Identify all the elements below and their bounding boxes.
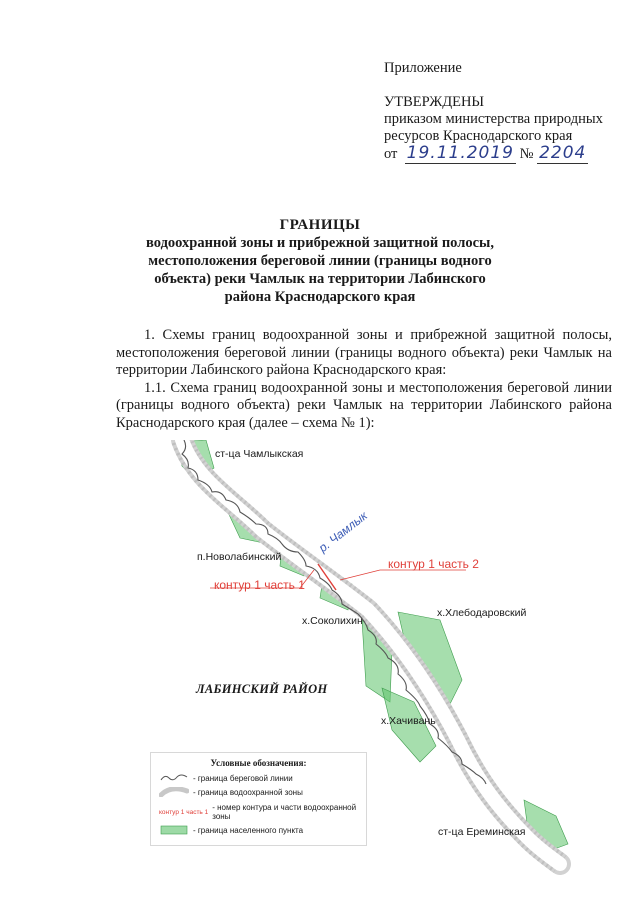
title-heading: ГРАНИЦЫ bbox=[279, 217, 361, 233]
settlement-symbol bbox=[159, 825, 189, 835]
map-legend bbox=[150, 752, 367, 846]
number-label: № bbox=[519, 146, 534, 162]
order-date: 19.11.2019 bbox=[406, 143, 514, 163]
contour-sample-symbol: контур 1 часть 1 bbox=[159, 808, 209, 816]
paragraph-1: 1. Схемы границ водоохранной зоны и прибрежной защитной полосы, местоположения береговой линии (границы водного объекта) реки Чамлык на территории Лабинского района Краснодарского края: bbox=[116, 327, 612, 378]
title-line-2: местоположения береговой линии (границы водного bbox=[148, 253, 492, 269]
water-zone-symbol bbox=[159, 787, 189, 797]
order-date-number bbox=[384, 145, 624, 163]
legend-water-zone: - граница водоохранной зоны bbox=[193, 787, 303, 797]
order-number: 2204 bbox=[539, 143, 587, 163]
legend-contour: - номер контура и части водоохранной зоны bbox=[212, 803, 357, 821]
body-text bbox=[116, 327, 612, 432]
order-line-1: приказом министерства природных bbox=[384, 111, 603, 127]
label-ereminskaya: ст-ца Ереминская bbox=[438, 826, 526, 838]
document-title bbox=[120, 216, 520, 306]
title-line-1: водоохранной зоны и прибрежной защитной полосы, bbox=[146, 235, 494, 251]
legend-row-contour bbox=[159, 803, 362, 821]
label-khlebodarovsky: х.Хлебодаровский bbox=[437, 607, 527, 619]
order-line-2: ресурсов Краснодарского края bbox=[384, 128, 573, 144]
label-labinsky-district: ЛАБИНСКИЙ РАЙОН bbox=[196, 682, 328, 696]
legend-row-water-zone bbox=[159, 787, 362, 797]
shoreline-symbol bbox=[159, 773, 189, 783]
label-contour-1-part-1: контур 1 часть 1 bbox=[214, 578, 305, 592]
legend-row-settlement bbox=[159, 825, 362, 835]
label-chamlykskaya: ст-ца Чамлыкская bbox=[215, 448, 304, 460]
legend-settlement: - граница населенного пункта bbox=[193, 825, 304, 835]
approval-block bbox=[384, 60, 624, 163]
label-khachivan: х.Хачивань bbox=[381, 715, 436, 727]
paragraph-1-1: 1.1. Схема границ водоохранной зоны и местоположения береговой линии (границы водного объекта) реки Чамлык на территории Лабинского района Краснодарского края (далее – схема № 1): bbox=[116, 379, 612, 431]
legend-row-shoreline bbox=[159, 773, 362, 783]
legend-shoreline: - граница береговой линии bbox=[193, 773, 293, 783]
label-novolabinsky: п.Новолабинский bbox=[197, 551, 282, 563]
label-contour-1-part-2: контур 1 часть 2 bbox=[388, 557, 479, 571]
title-line-4: района Краснодарского края bbox=[224, 289, 416, 305]
label-sokolikhin: х.Соколихин bbox=[302, 615, 363, 627]
appendix-label: Приложение bbox=[384, 60, 462, 76]
approved-label: УТВЕРЖДЕНЫ bbox=[384, 94, 485, 110]
legend-title: Условные обозначения: bbox=[210, 758, 307, 768]
label-river-chamlyk: р. Чамлык bbox=[316, 508, 371, 556]
contour-2-leader bbox=[340, 570, 466, 580]
title-line-3: объекта) реки Чамлык на территории Лабинского bbox=[154, 271, 486, 287]
from-label: от bbox=[384, 146, 398, 162]
